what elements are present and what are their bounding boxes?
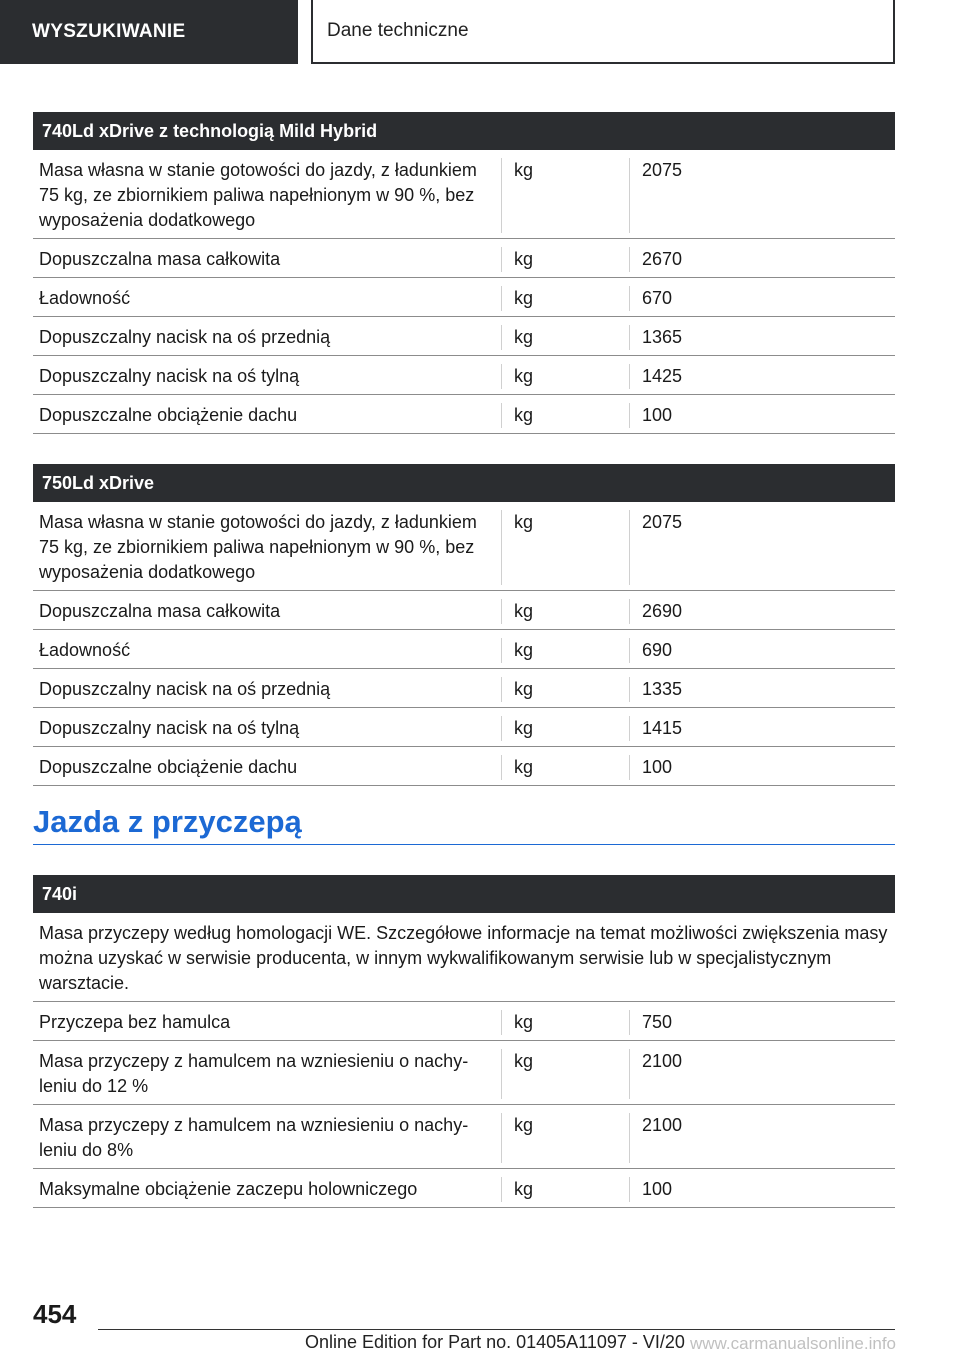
row-label: Dopuszczalny nacisk na oś przednią <box>39 679 331 699</box>
row-unit: kg <box>501 1010 629 1035</box>
spacer <box>33 845 895 875</box>
table-title: 750Ld xDrive <box>33 464 895 502</box>
table-title: 740Ld xDrive z technologią Mild Hybrid <box>33 112 895 150</box>
table-row <box>33 1041 895 1105</box>
section-heading: Jazda z przyczepą <box>33 800 895 845</box>
page-content <box>33 112 895 1208</box>
top-navigation <box>0 0 960 66</box>
page-number: 454 <box>33 1299 77 1329</box>
row-value: 2075 <box>629 158 895 233</box>
row-label: Masa przyczepy z hamulcem na wzniesieniu o nachyleniu do 12 % <box>39 1051 469 1096</box>
row-unit: kg <box>501 1177 629 1202</box>
row-unit: kg <box>501 158 629 233</box>
row-label: Masa przyczepy z hamulcem na wzniesieniu o nachyleniu do 8% <box>39 1115 469 1160</box>
watermark: www.carmanualsonline.info <box>690 1334 896 1353</box>
table-row <box>33 395 895 434</box>
table-note: Masa przyczepy według homologacji WE. Szczegółowe informacje na temat możliwości zwiększenia masy można uzyskać w serwisie producenta, w innym wykwalifikowanym serwisie lub w specjalistycznym warsztacie. <box>33 913 895 1002</box>
row-unit: kg <box>501 1113 629 1163</box>
row-value: 1335 <box>629 677 895 702</box>
row-label: Ładowność <box>39 288 131 308</box>
row-unit: kg <box>501 716 629 741</box>
row-label: Masa własna w stanie gotowości do jazdy, z ładunkiem 75 kg, ze zbiornikiem paliwa napełnionym w 90 %, bez wyposażenia dodatkowego <box>39 160 477 230</box>
table-row <box>33 150 895 239</box>
row-value: 1425 <box>629 364 895 389</box>
search-tab[interactable]: WYSZUKIWANIE <box>0 0 298 64</box>
table-row <box>33 1002 895 1041</box>
row-unit: kg <box>501 677 629 702</box>
table-row <box>33 356 895 395</box>
row-unit: kg <box>501 403 629 428</box>
row-unit: kg <box>501 755 629 780</box>
row-unit: kg <box>501 510 629 585</box>
table-row <box>33 630 895 669</box>
table-row <box>33 708 895 747</box>
row-label: Masa własna w stanie gotowości do jazdy, z ładunkiem 75 kg, ze zbiornikiem paliwa napełnionym w 90 %, bez wyposażenia dodatkowego <box>39 512 477 582</box>
row-value: 2100 <box>629 1049 895 1099</box>
row-label: Maksymalne obciążenie zaczepu holowniczego <box>39 1179 418 1199</box>
edition-info: Online Edition for Part no. 01405A11097 - VI/20 <box>305 1332 685 1352</box>
row-value: 690 <box>629 638 895 663</box>
spec-table-740ld <box>33 112 895 434</box>
table-row <box>33 669 895 708</box>
table-row <box>33 502 895 591</box>
row-value: 2075 <box>629 510 895 585</box>
table-row <box>33 317 895 356</box>
table-title: 740i <box>33 875 895 913</box>
row-unit: kg <box>501 247 629 272</box>
row-unit: kg <box>501 1049 629 1099</box>
spec-table-740i <box>33 875 895 1208</box>
spacer <box>33 434 895 464</box>
row-unit: kg <box>501 638 629 663</box>
row-value: 2100 <box>629 1113 895 1163</box>
row-label: Dopuszczalne obciążenie dachu <box>39 757 298 777</box>
section-tab[interactable]: Dane techniczne <box>311 0 895 64</box>
row-unit: kg <box>501 364 629 389</box>
row-label: Dopuszczalne obciążenie dachu <box>39 405 298 425</box>
row-unit: kg <box>501 599 629 624</box>
row-unit: kg <box>501 325 629 350</box>
row-value: 1365 <box>629 325 895 350</box>
row-label: Dopuszczalny nacisk na oś tylną <box>39 718 300 738</box>
row-value: 750 <box>629 1010 895 1035</box>
row-value: 100 <box>629 755 895 780</box>
row-label: Dopuszczalny nacisk na oś tylną <box>39 366 300 386</box>
table-row <box>33 1169 895 1208</box>
row-value: 100 <box>629 403 895 428</box>
row-label: Dopuszczalna masa całkowita <box>39 601 281 621</box>
table-row <box>33 1105 895 1169</box>
row-label: Przyczepa bez hamulca <box>39 1012 231 1032</box>
table-row <box>33 239 895 278</box>
row-label: Dopuszczalny nacisk na oś przednią <box>39 327 331 347</box>
footer-divider <box>98 1329 895 1330</box>
table-row <box>33 747 895 786</box>
row-value: 2670 <box>629 247 895 272</box>
row-value: 670 <box>629 286 895 311</box>
table-row <box>33 591 895 630</box>
row-value: 2690 <box>629 599 895 624</box>
row-label: Ładowność <box>39 640 131 660</box>
row-value: 100 <box>629 1177 895 1202</box>
row-label: Dopuszczalna masa całkowita <box>39 249 281 269</box>
spec-table-750ld <box>33 464 895 786</box>
table-row <box>33 278 895 317</box>
row-unit: kg <box>501 286 629 311</box>
row-value: 1415 <box>629 716 895 741</box>
